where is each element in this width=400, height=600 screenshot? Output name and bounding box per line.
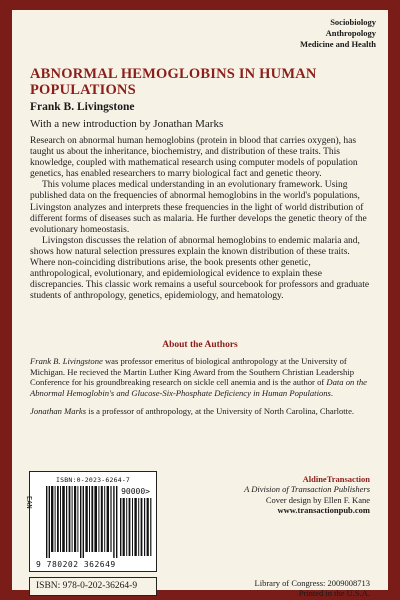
category-item: Medicine and Health — [299, 39, 376, 49]
barcode-ean-label: EAN — [25, 496, 33, 509]
book-description — [30, 136, 370, 302]
isbn-box: ISBN: 978-0-202-36264-9 — [29, 577, 157, 596]
bio-book-title: Data on the Abnormal Hemoglobin's and Glucose-Six-Phosphate Deficiency in Human Populations — [30, 377, 367, 398]
barcode-box — [25, 471, 157, 572]
author-name: Frank B. Livingstone — [30, 101, 135, 113]
bio-livingstone — [30, 356, 370, 398]
cover-panel — [12, 10, 388, 598]
category-item: Anthropology — [325, 28, 376, 38]
barcode-supplement-bars-icon — [120, 498, 152, 556]
publisher-division: A Division of Transaction Publishers — [244, 484, 370, 495]
introduction-credit: With a new introduction by Jonathan Marks — [30, 118, 224, 130]
publisher-name: AldineTransaction — [302, 474, 370, 484]
bio-author-name: Jonathan Marks — [30, 406, 87, 416]
barcode-isbn-label: ISBN:0-2023-6264-7 — [56, 476, 131, 484]
description-paragraph: This volume places medical understanding in an evolutionary framework. Using published data on the frequencies of abnormal hemoglobins in the world's populations, Livingston analyzes and interprets these frequencies in the light of world distribution of different forms of diseases such as malaria. He further develops the genetic theory of the evolutionary homeostasis. — [30, 180, 367, 235]
bio-marks — [30, 406, 370, 417]
category-item: Sociobiology — [330, 17, 376, 27]
barcode-supplement-number: 90000> — [121, 487, 150, 496]
barcode-bars-icon — [46, 486, 118, 558]
library-of-congress: Library of Congress: 2009008713 — [254, 578, 370, 588]
about-authors-heading: About the Authors — [162, 340, 238, 350]
bio-text: . — [330, 387, 334, 398]
publisher-url: www.transactionpub.com — [277, 504, 370, 515]
barcode-digits: 9 780202 362649 — [36, 560, 116, 569]
bio-text: is a professor of anthropology, at the University of North Carolina, Charlotte. — [86, 406, 355, 416]
bio-author-name: Frank B. Livingstone — [30, 356, 103, 366]
printed-in: Printed in the U.S.A. — [298, 588, 370, 598]
book-title: ABNORMAL HEMOGLOBINS IN HUMAN POPULATIONS — [30, 66, 317, 98]
description-paragraph: Research on abnormal human hemoglobins (protein in blood that carries oxygen), has taught us about the inheritance, biochemistry, and distribution of these traits. This knowledge, coupled with mathematical research using computer models of population genetics, has enabled researchers to marry biological fact and genetic theory. — [30, 136, 358, 180]
cover-design-credit: Cover design by Ellen F. Kane — [265, 494, 370, 505]
description-paragraph: Livingston discusses the relation of abnormal hemoglobins to endemic malaria and, shows how natural selection pressures explain the known distribution of these traits. Where non-coinciding distributions arise, the book presents other genetic, anthropological, evolutionary, and epidemiological evidence to explain these discrepancies. This classic work remains a useful sourcebook for professors and graduate students of anthropology, genetics, epidemiology, and hematology. — [30, 235, 370, 302]
bio-text: was professor emeritus of biological anthropology at the University of Michigan. He recieved the Martin Luther King Award from the Southern Christian Leadership Conference for his groundbreaking research on sickle cell anemia and is the author of — [30, 356, 355, 387]
subject-categories — [300, 17, 376, 50]
author-bios — [30, 356, 370, 425]
publisher-info — [244, 474, 370, 515]
library-info — [255, 578, 370, 598]
